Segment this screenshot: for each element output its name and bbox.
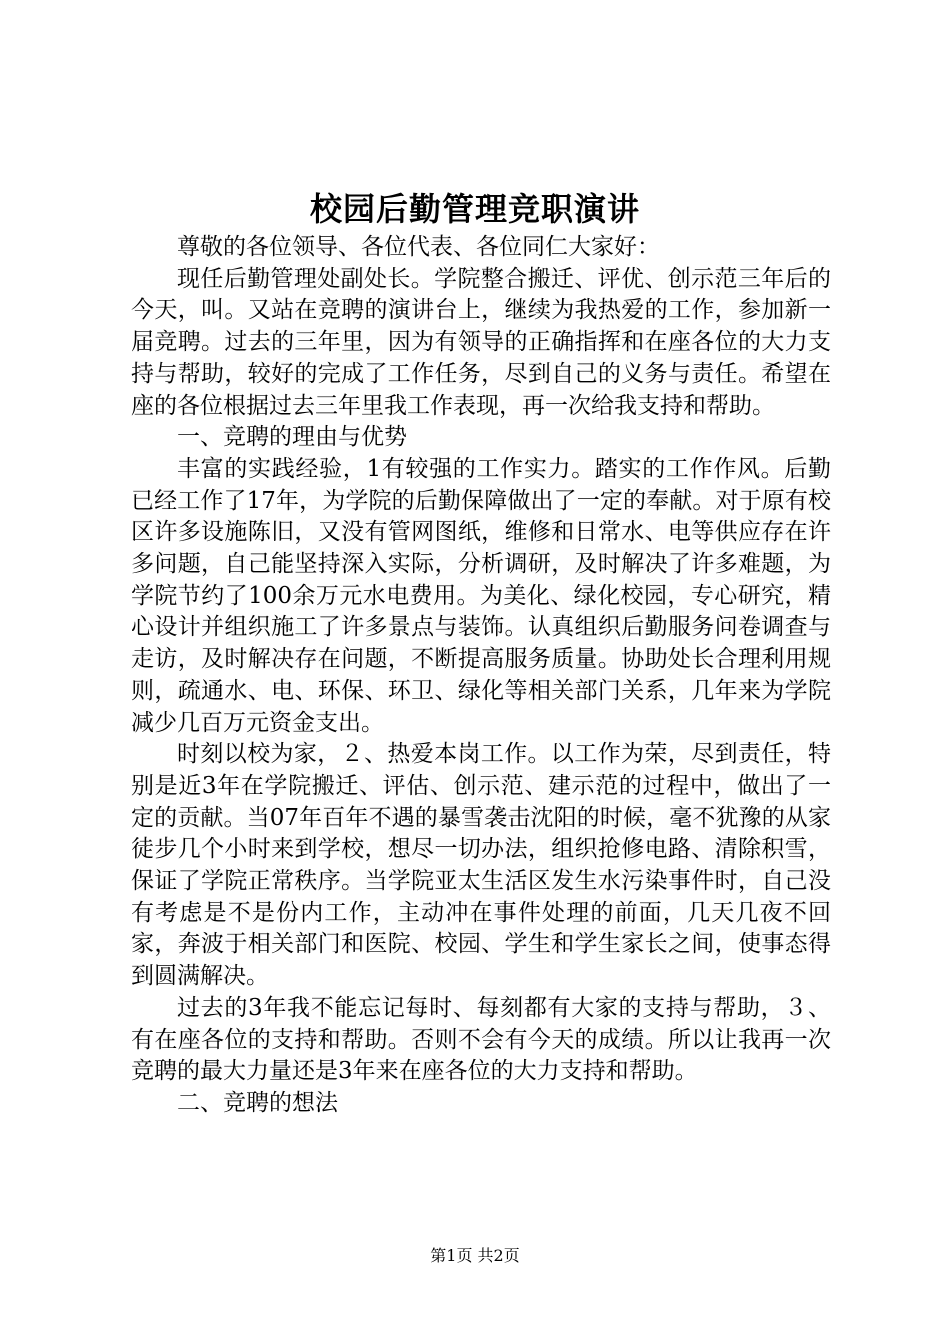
support-paragraph: 过去的3年我不能忘记每时、每刻都有大家的支持与帮助，３、有在座各位的支持和帮助。否则不会有今天的成绩。所以让我再一次竞聘的最大力量还是3年来在座各位的大力支持和帮助。 xyxy=(131,994,831,1085)
greeting-paragraph: 尊敬的各位领导、各位代表、各位同仁大家好： xyxy=(177,234,660,260)
page-footer: 第1页 共2页 xyxy=(430,1246,520,1265)
document-body xyxy=(131,232,831,1120)
section-heading-1: 一、竞聘的理由与优势 xyxy=(177,424,407,451)
document-title: 校园后勤管理竞职演讲 xyxy=(309,190,640,228)
experience-paragraph: 丰富的实践经验，1有较强的工作实力。踏实的工作作风。后勤已经工作了17年，为学院的后勤保障做出了一定的奉献。对于原有校区许多设施陈旧，又没有管网图纸，维修和日常水、电等供应存在许多问题，自己能坚持深入实际，分析调研，及时解决了许多难题，为学院节约了100余万元水电费用。为美化、绿化校园，专心研究，精心设计并组织施工了许多景点与装饰。认真组织后勤服务问卷调查与走访，及时解决存在问题，不断提高服务质量。协助处长合理利用规则，疏通水、电、环保、环卫、绿化等相关部门关系，几年来为学院减少几百万元资金支出。 xyxy=(131,455,831,736)
section-heading-2: 二、竞聘的想法 xyxy=(177,1089,338,1116)
intro-paragraph: 现任后勤管理处副处长。学院整合搬迁、评优、创示范三年后的今天，叫。又站在竞聘的演讲台上，继续为我热爱的工作，参加新一届竞聘。过去的三年里，因为有领导的正确指挥和在座各位的大力支持与帮助，较好的完成了工作任务，尽到自己的义务与责任。希望在座的各位根据过去三年里我工作表现，再一次给我支持和帮助。 xyxy=(131,265,831,419)
dedication-paragraph: 时刻以校为家，２、热爱本岗工作。以工作为荣，尽到责任，特别是近3年在学院搬迁、评估、创示范、建示范的过程中，做出了一定的贡献。当07年百年不遇的暴雪袭击沈阳的时候，毫不犹豫的从家徒步几个小时来到学校，想尽一切办法，组织抢修电路、清除积雪，保证了学院正常秩序。当学院亚太生活区发生水污染事件时，自己没有考虑是不是份内工作，主动冲在事件处理的前面，几天几夜不回家，奔波于相关部门和医院、校园、学生和学生家长之间，使事态得到圆满解决。 xyxy=(131,741,831,990)
